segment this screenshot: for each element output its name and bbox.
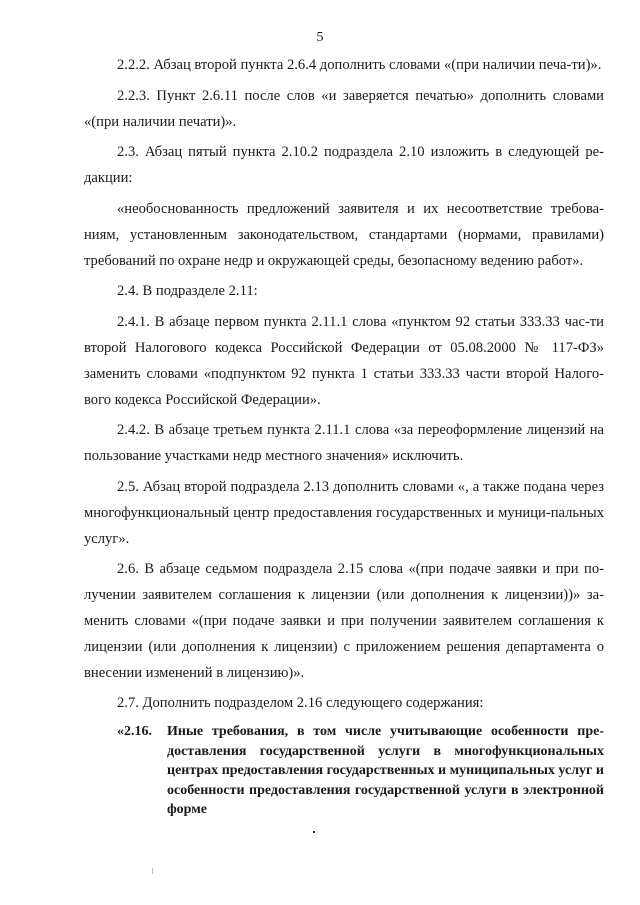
paragraph-2-3: 2.3. Абзац пятый пункта 2.10.2 подраздела 2.10 изложить в следующей ре-дакции: bbox=[84, 144, 604, 187]
scan-faint-mark bbox=[152, 868, 153, 874]
paragraph-2-2-2: 2.2.2. Абзац второй пункта 2.6.4 дополнить словами «(при наличии печа-ти)». bbox=[117, 57, 602, 73]
paragraph-2-2-3: 2.2.3. Пункт 2.6.11 после слов «и заверяется печатью» дополнить словами «(при наличии печати)». bbox=[84, 87, 604, 130]
paragraph-2-4: 2.4. В подразделе 2.11: bbox=[117, 283, 258, 300]
section-heading-text: Иные требования, в том числе учитывающие особенности пре-доставления государственной услуги в многофункциональных центрах предоставления государственных и муниципальных услуг и особенности предоставления государственной услуги в электронной форме bbox=[167, 724, 604, 818]
section-heading-number: «2.16. bbox=[117, 724, 152, 740]
paragraph-2-4-1: 2.4.1. В абзаце первом пункта 2.11.1 слова «пунктом 92 статьи 333.33 час-ти второй Налогового кодекса Российской Федерации от 05.08.2000 № 117-ФЗ» заменить словами «подпунктом 92 пункта 1 статьи 333.33 части второй Налого-вого кодекса Российской Федерации». bbox=[84, 314, 604, 408]
document-body bbox=[84, 53, 604, 820]
section-heading-2-16 bbox=[117, 722, 604, 820]
paragraph-2-3-quote: «необоснованность предложений заявителя и их несоответствие требова-ниям, установленным законодательством, стандартами (нормами, правилами) требований по охране недр и окружающей среды, безопасному ведению работ». bbox=[84, 200, 604, 269]
page-number: 5 bbox=[316, 30, 324, 45]
paragraph-2-4-2: 2.4.2. В абзаце третьем пункта 2.11.1 слова «за переоформление лицензий на пользование участками недр местного значения» исключить. bbox=[84, 422, 604, 465]
paragraph-2-7: 2.7. Дополнить подразделом 2.16 следующего содержания: bbox=[117, 695, 484, 712]
paragraph-2-6: 2.6. В абзаце седьмом подраздела 2.15 слова «(при подаче заявки и при по-лучении заявителем соглашения к лицензии (или дополнения к лицензии))» за-менить словами «(при подаче заявки и при получении заявителем соглашения к лицензии (или дополнения к лицензии) с приложением решения департамента о внесении изменений в лицензию)». bbox=[84, 561, 604, 681]
paragraph-2-5: 2.5. Абзац второй подраздела 2.13 дополнить словами «, а также подана через многофункциональный центр предоставления государственных и муници-пальных услуг». bbox=[84, 478, 604, 547]
scan-dot-mark bbox=[313, 831, 315, 833]
